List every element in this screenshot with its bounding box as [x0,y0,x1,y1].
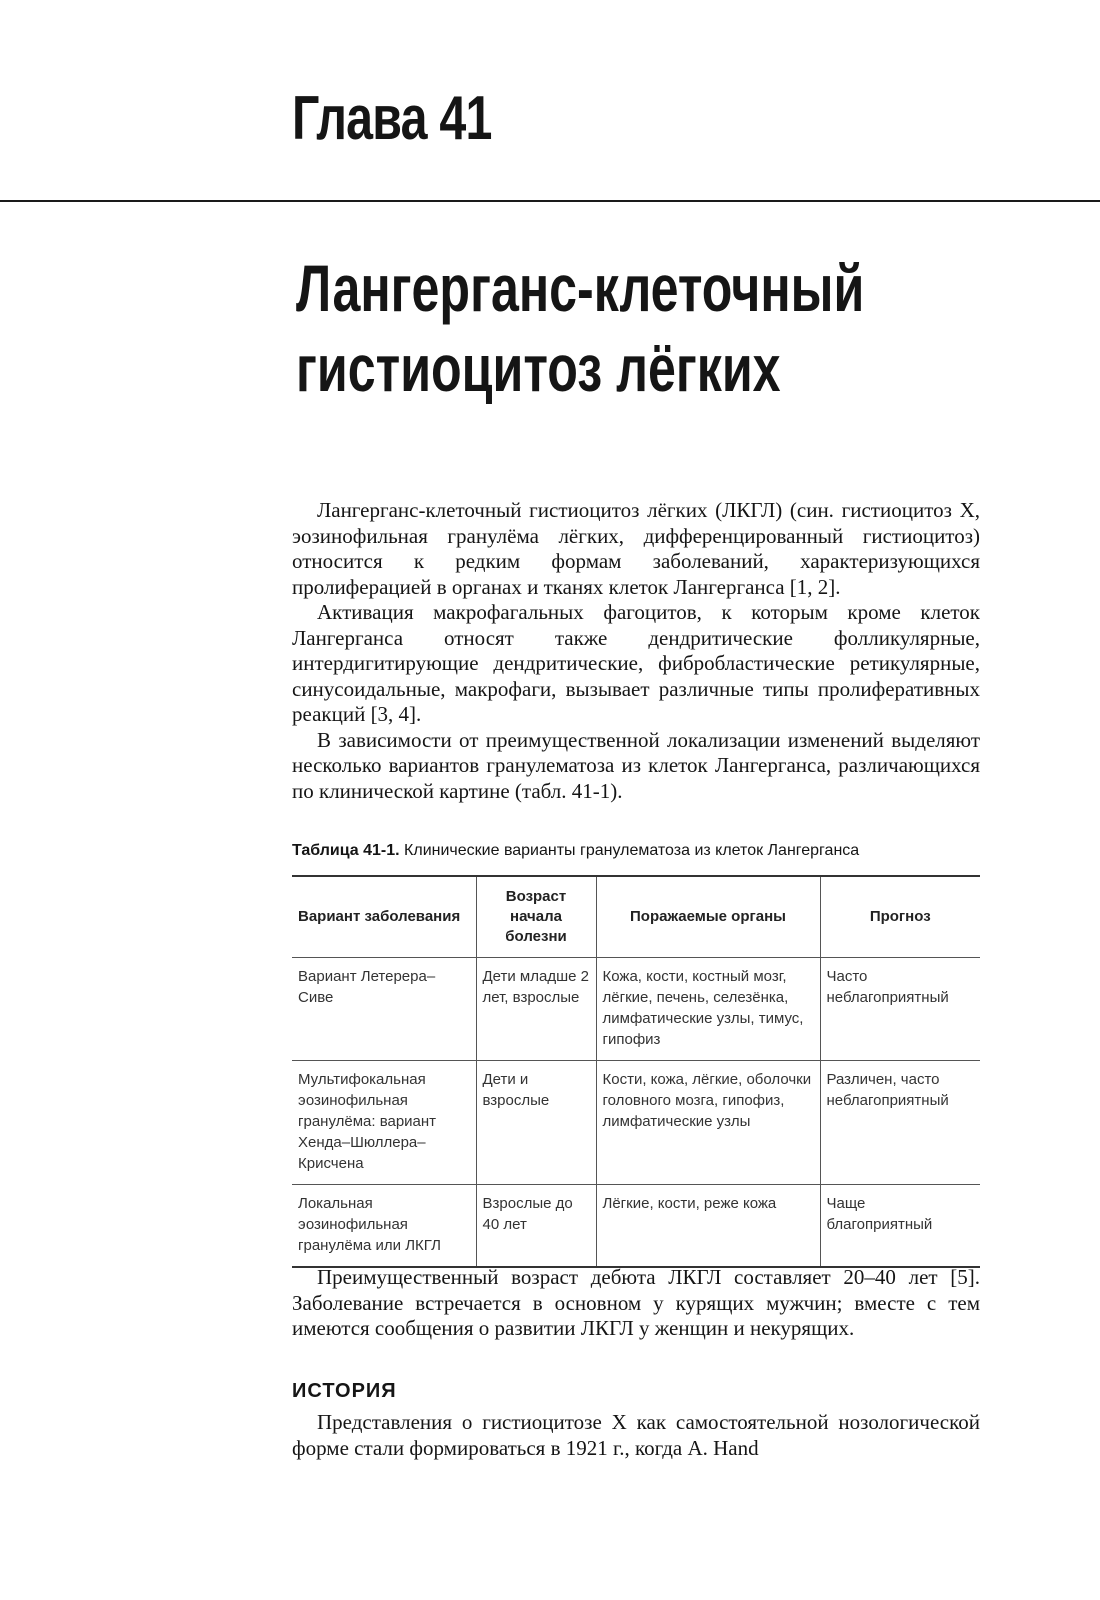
table-cell: Чаще благоприятный [820,1185,980,1268]
table-header-row [292,876,980,958]
clinical-variants-table [292,875,980,1268]
table-row [292,1061,980,1185]
table-cell: Дети младше 2 лет, взрослые [476,958,596,1061]
table-cell: Мультифокальная эозинофильная гранулёма: вариант Хенда–Шюллера–Крисчена [292,1061,476,1185]
chapter-title [296,248,874,408]
paragraph: Преимущественный возраст дебюта ЛКГЛ составляет 20–40 лет [5]. Заболевание встречается в основном у курящих мужчин; вместе с тем имеются сообщения о развитии ЛКГЛ у женщин и некурящих. [292,1265,980,1340]
after-table-text [292,1265,980,1342]
table-caption-text: Клинические варианты гранулематоза из клеток Лангерганса [399,842,860,859]
table-cell: Вариант Летерера–Сиве [292,958,476,1061]
table-cell: Дети и взрослые [476,1061,596,1185]
history-text [292,1410,980,1461]
paragraph: Представления о гистиоцитозе X как самостоятельной нозологической форме стали формироваться в 1921 г., когда A. Hand [292,1410,980,1460]
table-cell: Различен, часто неблагоприятный [820,1061,980,1185]
paragraph: В зависимости от преимущественной локализации изменений выделяют несколько вариантов гранулематоза из клеток Лангерганса, различающихся по клинической картине (табл. 41-1). [292,727,980,803]
header-divider [0,200,1100,202]
table-cell: Кожа, кости, костный мозг, лёгкие, печень, селезёнка, лимфатические узлы, тимус, гипофиз [596,958,820,1061]
table-header-cell: Поражаемые органы [596,876,820,958]
table-header-cell: Вариант заболевания [292,876,476,958]
title-line: гистиоцитоз лёгких [296,331,781,405]
table-row [292,958,980,1061]
table-cell: Кости, кожа, лёгкие, оболочки головного мозга, гипофиз, лимфатические узлы [596,1061,820,1185]
table-cell: Лёгкие, кости, реже кожа [596,1185,820,1268]
title-line: Лангерганс-клеточный [296,251,865,325]
paragraph: Активация макрофагальных фагоцитов, к которым кроме клеток Лангерганса относят также дендритические фолликулярные, интердигитирующие дендритические, фибробластические ретикулярные, синусоидальные, макрофаги, вызывает различные типы пролиферативных реакций [3, 4]. [292,600,980,726]
table-row [292,1185,980,1268]
paragraph: Лангерганс-клеточный гистиоцитоз лёгких (ЛКГЛ) (син. гистиоцитоз X, эозинофильная гранулёма лёгких, дифференцированный гистиоцитоз) относится к редким формам заболеваний, характеризующихся пролиферацией в органах и тканях клеток Лангерганса [1, 2]. [292,498,980,599]
chapter-heading: Глава 41 [292,84,492,153]
table-header-cell: Прогноз [820,876,980,958]
table-header-cell: Возраст начала болезни [476,876,596,958]
table-caption-label: Таблица 41-1. [292,842,400,859]
table-cell: Часто неблагоприятный [820,958,980,1061]
table-cell: Взрослые до 40 лет [476,1185,596,1268]
table-caption [292,842,982,860]
section-heading: ИСТОРИЯ [292,1380,397,1402]
table-cell: Локальная эозинофильная гранулёма или ЛКГЛ [292,1185,476,1268]
intro-text [292,498,980,804]
